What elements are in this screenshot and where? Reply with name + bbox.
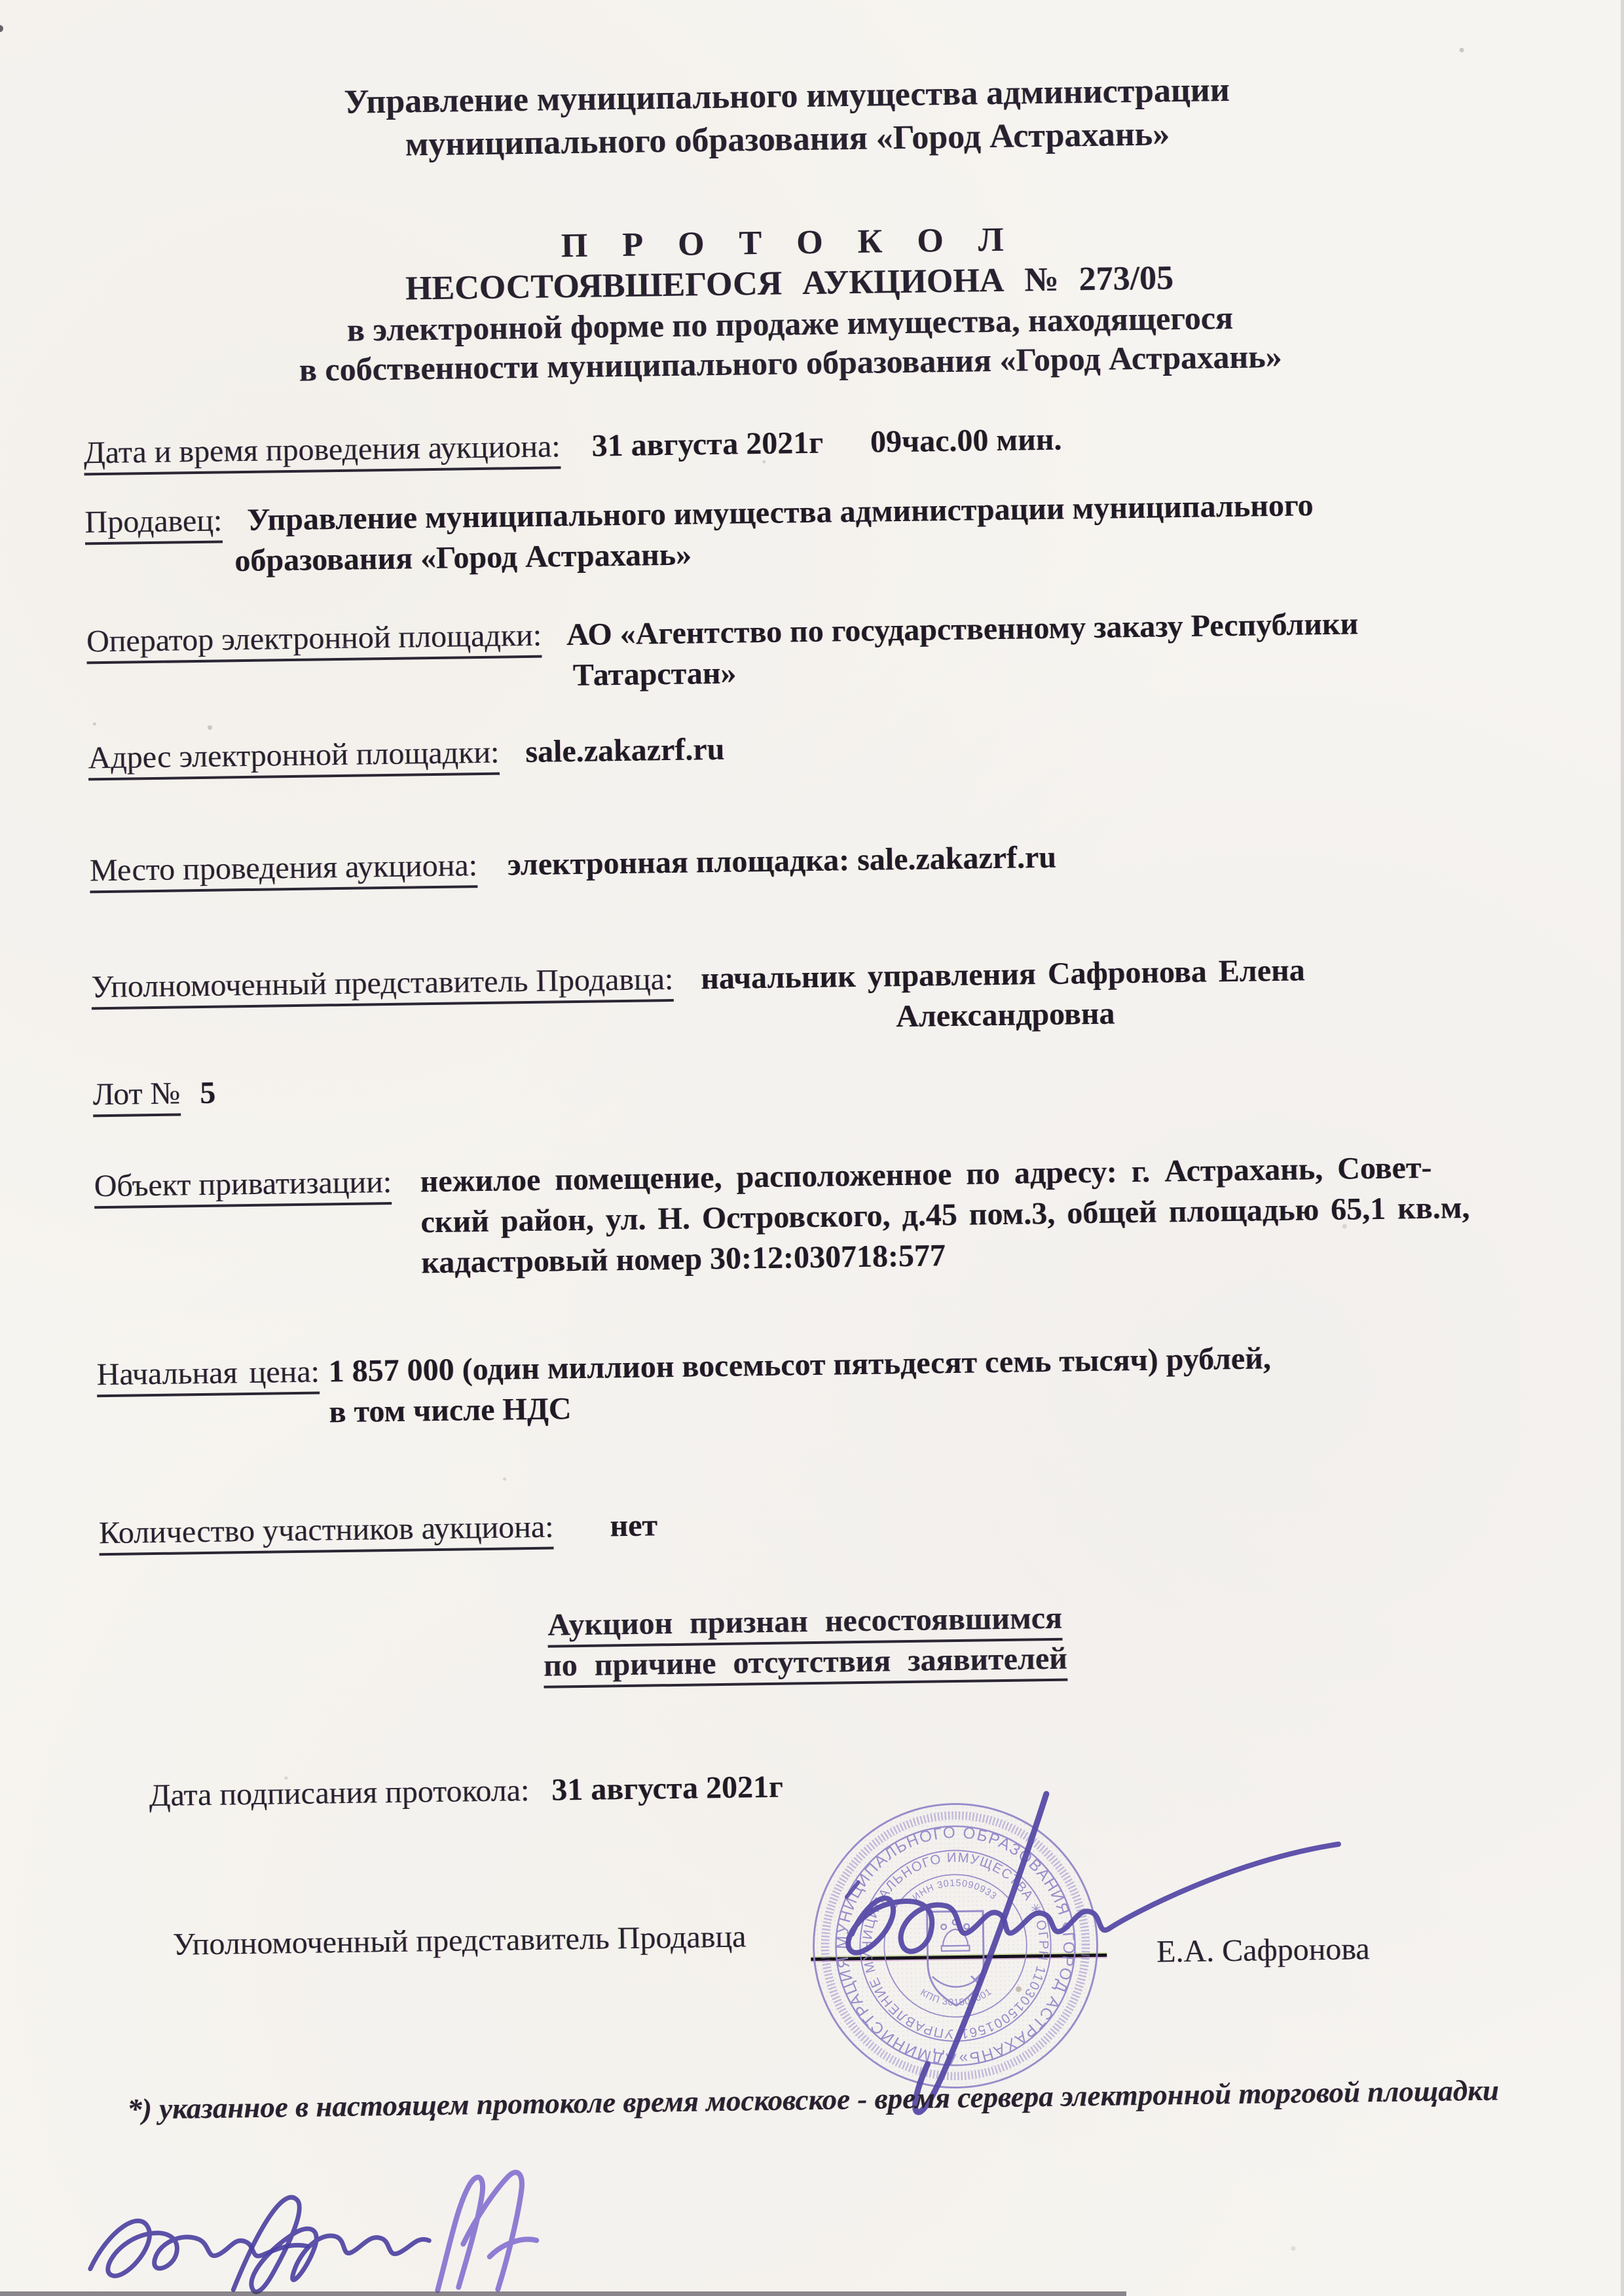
bottom-signatures-ink [69,2161,792,2296]
starting-price-label: Начальная цена: [96,1355,320,1398]
protocol-subtitle-line1: в электронной форме по продаже имущества, находящегося [346,299,1234,348]
auction-place-label: Место проведения аукциона: [90,848,478,893]
signature-strokes [845,1790,1342,2113]
field-auction-place [90,840,1057,888]
field-participants-count [99,1508,658,1551]
protocol-title: П Р О Т О К О Л [561,221,1017,265]
org-name-line2: муниципального образования «Город Астрахань» [405,115,1170,164]
privatization-object-line2: ский район, ул. Н. Островского, д.45 пом.3, общей площадью 65,1 кв.м, [420,1190,1470,1240]
seller-representative-value-line1: начальник управления Сафронова Елена [700,953,1306,996]
stamp-inn-text: ИНН 3015090933 [910,1878,999,1903]
scan-right-edge [1621,0,1624,2296]
protocol-number-line: НЕСОСТОЯВШЕГОСЯ АУКЦИОНА № 273/05 [405,259,1174,308]
resolution-line1: Аукцион признан несостоявшимся [547,1601,1063,1648]
org-name-line1: Управление муниципального имущества администрации [344,71,1230,121]
operator-value-line2: Татарстан» [572,655,737,693]
signature-row-label: Уполномоченный представитель Продавца [172,1919,747,1962]
stamp-outer-ring-text: АДМИНИСТРАЦИЯ МУНИЦИПАЛЬНОГО ОБРАЗОВАНИЯ «ГОРОД АСТРАХАНЬ» [833,1823,1078,2068]
field-operator [86,606,1359,659]
platform-address-label: Адрес электронной площадки: [88,735,500,781]
bottom-signature-2 [232,2195,430,2292]
participants-count-label: Количество участников аукциона: [99,1510,554,1556]
platform-address-value: sale.zakazrf.ru [525,731,725,770]
signing-date-value: 31 августа 2021г [551,1769,784,1808]
privatization-object-label: Объект приватизации: [94,1165,392,1209]
stamp-middle-ring-text: УПРАВЛЕНИЕ МУНИЦИПАЛЬНОГО ИМУЩЕСТВА ✳ ОГРН 1103015001561 [860,1850,1051,2041]
privatization-object-line3: кадастровый номер 30:12:030718:577 [421,1238,946,1281]
starting-price-line1: 1 857 000 (один миллион восемьсот пятьдесят семь тысяч) рублей, [328,1341,1272,1389]
signing-date-label: Дата подписания протокола: [149,1773,530,1813]
seller-label: Продавец: [84,503,223,545]
auction-place-value: электронная площадка: sale.zakazrf.ru [507,839,1057,883]
auction-datetime-label: Дата и время проведения аукциона: [84,429,561,475]
seller-representative-value-line2: Александровна [895,996,1115,1034]
lot-number-label: Лот № [92,1076,180,1117]
lot-number-value: 5 [199,1075,216,1111]
field-seller [84,488,1314,540]
operator-label: Оператор электронной площадки: [86,618,542,665]
privatization-object-label-wrap [94,1165,392,1204]
bottom-signature-3 [436,2172,537,2290]
seller-value-line1: Управление муниципального имущества администрации муниципального [246,488,1314,538]
auction-time-value: 09час.00 мин. [870,422,1062,460]
resolution-line2: по причине отсутствия заявителей [544,1641,1068,1688]
signature-row-name: Е.А. Сафронова [1156,1931,1370,1969]
operator-value-line1: АО «Агентство по государственному заказу Республики [566,606,1359,653]
field-signing-date [149,1770,783,1813]
protocol-subtitle-line2: в собственности муниципального образования «Город Астрахань» [299,337,1283,388]
field-lot-number [92,1076,215,1112]
field-auction-datetime [84,422,1062,471]
seller-value-line2: образования «Город Астрахань» [234,537,692,579]
auction-date-value: 31 августа 2021г [591,425,824,464]
starting-price-line2: в том числе НДС [329,1391,572,1430]
privatization-object-line1: нежилое помещение, расположенное по адресу: г. Астрахань, Совет- [420,1150,1432,1199]
seller-representative-label: Уполномоченный представитель Продавца: [91,962,674,1010]
field-platform-address [88,732,724,776]
field-seller-representative [91,953,1305,1005]
stamp-kpp-text: КПП 301501001 [918,1986,994,2009]
footnote-moscow-time: *) указанное в настоящем протоколе время московское - время сервера электронной торговой площадки [127,2073,1500,2126]
starting-price-label-wrap [96,1355,320,1393]
participants-count-value: нет [610,1508,658,1544]
scan-bottom-edge [0,2291,1126,2296]
